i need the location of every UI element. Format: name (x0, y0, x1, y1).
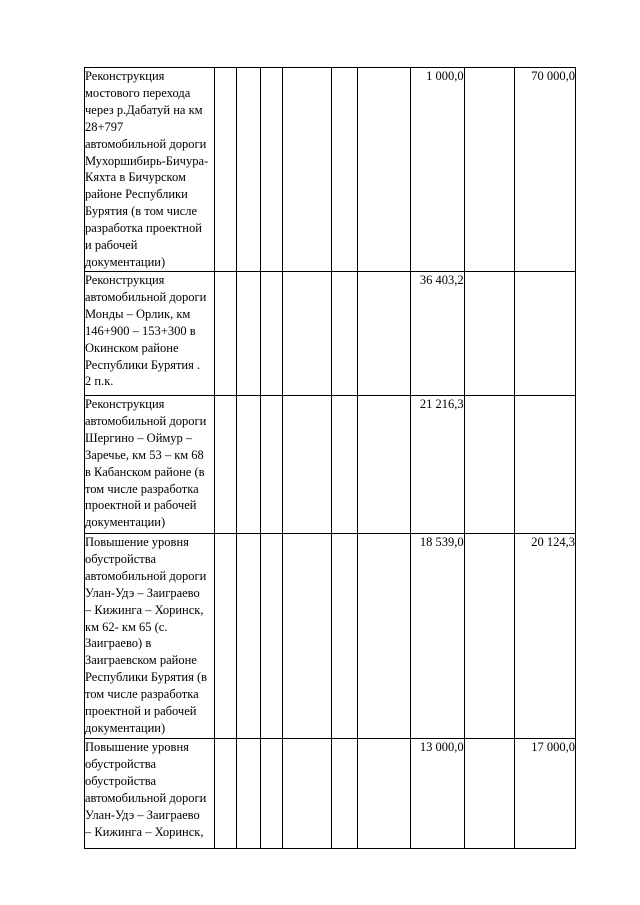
object-name-line: Окинском районе (85, 340, 179, 355)
object-name-line: документации) (85, 515, 166, 530)
empty-cell (261, 534, 283, 739)
empty-cell (358, 396, 411, 534)
object-name-line: Кяхта в Бичурском (85, 170, 186, 185)
amount-cell-col10: 17 000,0 (515, 739, 576, 849)
empty-cell (332, 396, 358, 534)
object-name-line: документации) (85, 254, 166, 269)
amount-cell-col8: 1 000,0 (410, 68, 464, 272)
empty-cell (332, 68, 358, 272)
amount-cell-col8: 13 000,0 (410, 739, 464, 849)
empty-cell (332, 739, 358, 849)
object-name-line: Республики Бурятия . (85, 357, 201, 372)
object-name-line: документации) (85, 720, 166, 735)
object-name-line: районе Республики (85, 187, 188, 202)
object-name-line: – Кижинга – Хоринск, (85, 824, 204, 839)
empty-cell (261, 396, 283, 534)
empty-cell (236, 272, 260, 396)
object-name-line: том числе разработка (85, 481, 199, 496)
object-name-line: Монды – Орлик, км (85, 306, 191, 321)
object-name-line: Реконструкция (85, 69, 165, 83)
object-name-line: обустройства (85, 773, 157, 788)
object-name-line: Реконструкция (85, 273, 165, 287)
object-name-line: км 62- км 65 (с. (85, 619, 168, 634)
empty-cell (283, 396, 332, 534)
empty-cell (283, 68, 332, 272)
object-name-line: Улан-Удэ – Заиграево (85, 807, 200, 822)
object-name-line: Реконструкция (85, 397, 165, 411)
empty-cell (332, 272, 358, 396)
object-name-line: Заиграевском районе (85, 653, 197, 668)
empty-cell (214, 272, 236, 396)
empty-cell (214, 534, 236, 739)
empty-cell (358, 272, 411, 396)
object-name-line: Заречье, км 53 – км 68 (85, 447, 204, 462)
empty-cell (358, 534, 411, 739)
object-name-line: Повышение уровня (85, 740, 189, 754)
empty-cell (236, 534, 260, 739)
table-row (85, 272, 576, 396)
object-name-line: Заиграево) в (85, 636, 152, 651)
amount-cell-col10: 20 124,3 (515, 534, 576, 739)
object-name-line: автомобильной дороги (85, 413, 207, 428)
object-name-cell (85, 68, 215, 272)
empty-cell (464, 396, 515, 534)
amount-cell-col8: 18 539,0 (410, 534, 464, 739)
object-name-line: автомобильной дороги (85, 790, 207, 805)
empty-cell (358, 739, 411, 849)
empty-cell (464, 272, 515, 396)
object-name-line: 2 п.к. (85, 374, 114, 389)
object-name-line: через р.Дабатуй на км (85, 102, 203, 117)
amount-cell-col10 (515, 396, 576, 534)
object-name-line: Повышение уровня (85, 535, 189, 549)
empty-cell (283, 272, 332, 396)
object-name-line: 28+797 (85, 119, 124, 134)
empty-cell (464, 68, 515, 272)
empty-cell (261, 272, 283, 396)
object-name-line: Республики Бурятия (в (85, 670, 208, 685)
table-row (85, 534, 576, 739)
empty-cell (214, 68, 236, 272)
empty-cell (261, 68, 283, 272)
empty-cell (236, 68, 260, 272)
empty-cell (236, 396, 260, 534)
object-name-line: обустройства (85, 756, 157, 771)
empty-cell (214, 396, 236, 534)
object-name-line: Мухоршибирь-Бичура- (85, 153, 209, 168)
object-name-line: 146+900 – 153+300 в (85, 323, 196, 338)
empty-cell (236, 739, 260, 849)
empty-cell (464, 534, 515, 739)
empty-cell (283, 534, 332, 739)
object-name-cell (85, 534, 215, 739)
table-row (85, 68, 576, 272)
object-name-cell (85, 272, 215, 396)
amount-cell-col8: 21 216,3 (410, 396, 464, 534)
empty-cell (261, 739, 283, 849)
object-name-line: проектной и рабочей (85, 704, 197, 719)
object-name-cell (85, 396, 215, 534)
empty-cell (464, 739, 515, 849)
object-name-line: автомобильной дороги (85, 568, 207, 583)
object-name-line: обустройства (85, 551, 157, 566)
object-name-line: и рабочей (85, 238, 138, 253)
object-name-line: в Кабанском районе (в (85, 464, 205, 479)
empty-cell (358, 68, 411, 272)
object-name-line: Бурятия (в том числе (85, 204, 197, 219)
amount-cell-col8: 36 403,2 (410, 272, 464, 396)
object-name-line: проектной и рабочей (85, 498, 197, 513)
object-name-line: разработка проектной (85, 221, 202, 236)
object-name-line: Шергино – Оймур – (85, 430, 193, 445)
table-row (85, 739, 576, 849)
object-name-line: Улан-Удэ – Заиграево (85, 585, 200, 600)
empty-cell (332, 534, 358, 739)
table-body (85, 68, 576, 849)
empty-cell (283, 739, 332, 849)
empty-cell (214, 739, 236, 849)
budget-table (84, 67, 576, 849)
object-name-line: том числе разработка (85, 687, 199, 702)
object-name-line: автомобильной дороги (85, 289, 207, 304)
object-name-cell (85, 739, 215, 849)
object-name-line: автомобильной дороги (85, 136, 207, 151)
table-row (85, 396, 576, 534)
object-name-line: мостового перехода (85, 85, 191, 100)
amount-cell-col10: 70 000,0 (515, 68, 576, 272)
object-name-line: – Кижинга – Хоринск, (85, 602, 204, 617)
amount-cell-col10 (515, 272, 576, 396)
